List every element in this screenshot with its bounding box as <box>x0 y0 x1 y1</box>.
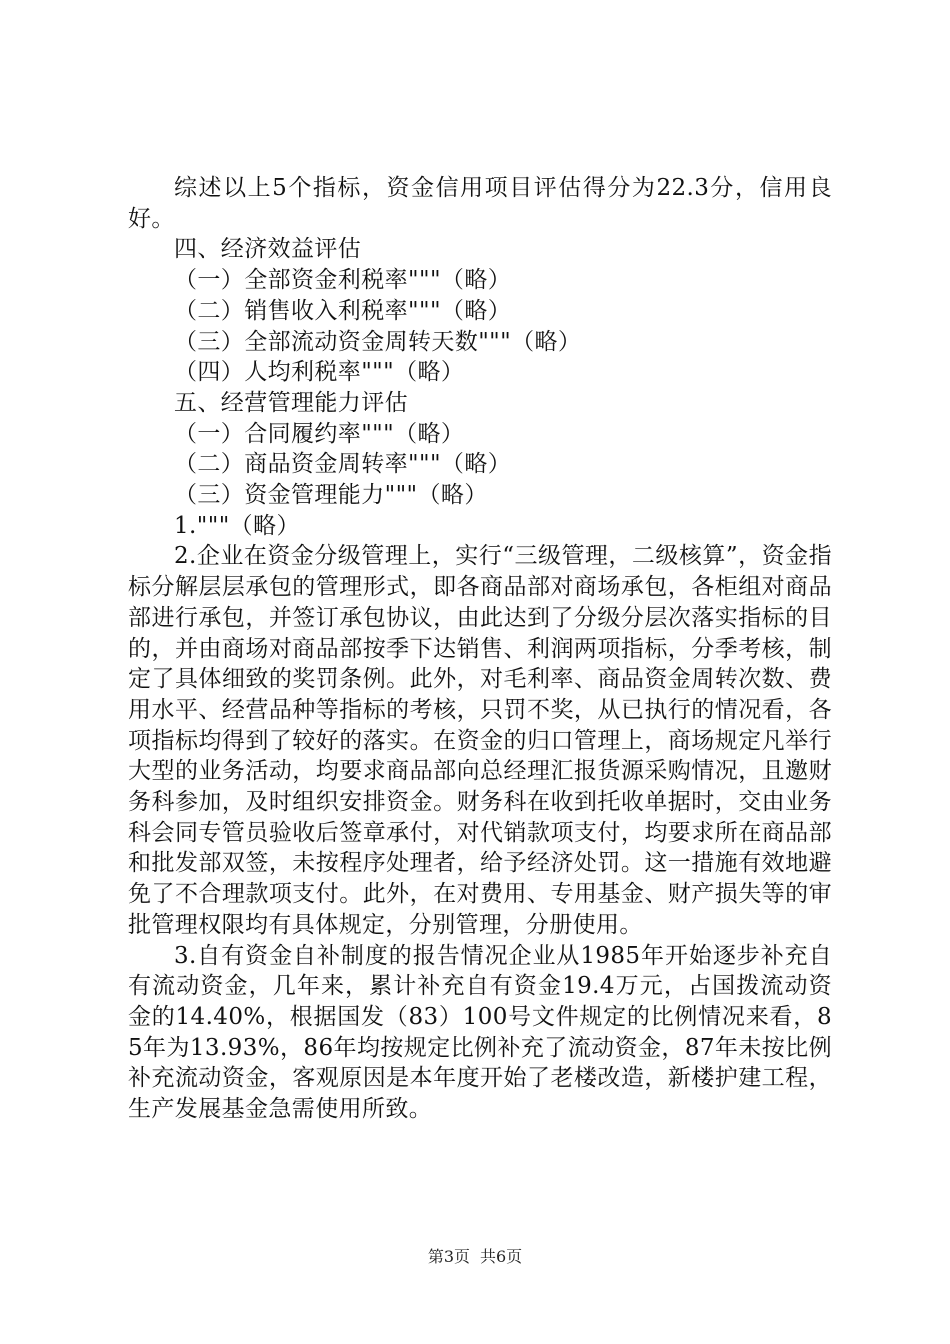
numbered-item-1: 1."""（略） <box>174 512 300 539</box>
page-footer <box>0 1244 950 1267</box>
list-item: （一）全部资金利税率"""（略） <box>174 267 512 294</box>
list-item: （二）销售收入利税率"""（略） <box>174 297 512 324</box>
list-item: （二）商品资金周转率"""（略） <box>174 451 512 478</box>
list-item: （四）人均利税率"""（略） <box>174 359 465 386</box>
list-item: （三）全部流动资金周转天数"""（略） <box>174 328 582 355</box>
list-item: （一）合同履约率"""（略） <box>174 420 465 447</box>
numbered-paragraph-3: 3.自有资金自补制度的报告情况企业从1985年开始逐步补充自有流动资金，几年来，累计补充自有资金19.4万元，占国拨流动资金的14.40%，根据国发（83）100号文件规定的比例情况来看，85年为13.93%，86年均按规定比例补充了流动资金，87年未按比例补充流动资金，客观原因是本年度开始了老楼改造，新楼护建工程，生产发展基金急需使用所致。 <box>128 942 832 1123</box>
numbered-paragraph-2: 2.企业在资金分级管理上，实行“三级管理，二级核算”，资金指标分解层层承包的管理形式，即各商品部对商场承包，各柜组对商品部进行承包，并签订承包协议，由此达到了分级分层次落实指标的目的，并由商场对商品部按季下达销售、利润两项指标，分季考核，制定了具体细致的奖罚条例。此外，对毛利率、商品资金周转次数、费用水平、经营品种等指标的考核，只罚不奖，从已执行的情况看，各项指标均得到了较好的落实。在资金的归口管理上，商场规定凡举行大型的业务活动，均要求商品部向总经理汇报货源采购情况，且邀财务科参加，及时组织安排资金。财务科在收到托收单据时，交由业务科会同专管员验收后签章承付，对代销款项支付，均要求所在商品部和批发部双签，未按程序处理者，给予经济处罚。这一措施有效地避免了不合理款项支付。此外，在对费用、专用基金、财产损失等的审批管理权限均有具体规定，分别管理，分册使用。 <box>128 543 832 938</box>
page-number: 第3页 <box>427 1247 470 1266</box>
section-heading-economic-benefit: 四、经济效益评估 <box>174 236 362 263</box>
list-item: （三）资金管理能力"""（略） <box>174 482 488 509</box>
summary-paragraph: 综述以上5个指标，资金信用项目评估得分为22.3分，信用良好。 <box>128 175 832 232</box>
document-body <box>128 173 832 1125</box>
page-total: 共6页 <box>480 1247 523 1266</box>
section-heading-management-ability: 五、经营管理能力评估 <box>174 389 408 416</box>
